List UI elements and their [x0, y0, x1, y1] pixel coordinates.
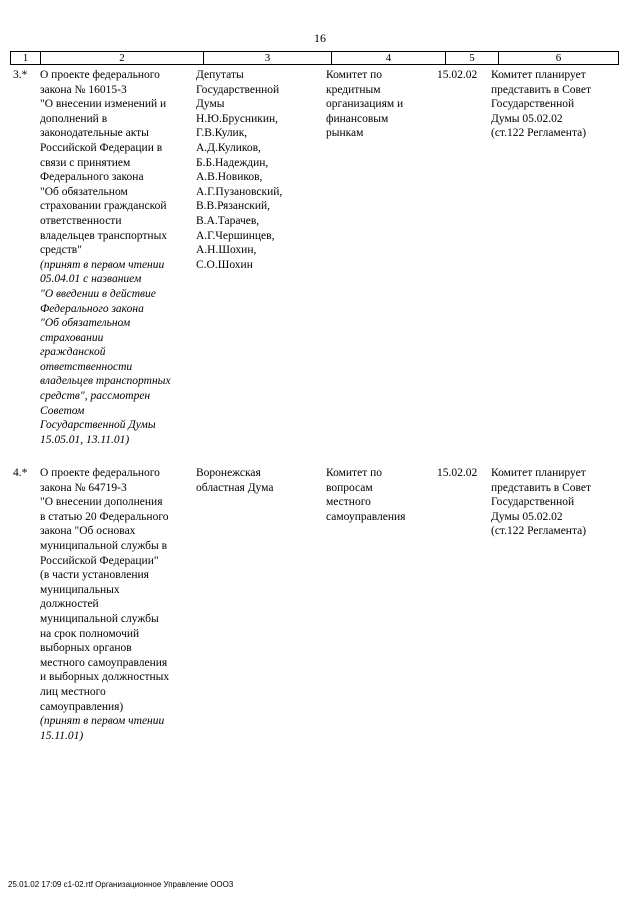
cell-line: Комитет по [326, 69, 382, 81]
cell-line: самоуправления [326, 510, 406, 523]
bill-description [40, 68, 190, 447]
header-col-2: 2 [40, 52, 203, 64]
cell-line: Государственной [491, 496, 575, 509]
committee-note [491, 68, 623, 141]
cell-line: (принят в первом чтении [40, 258, 165, 271]
cell-line: средств", рассмотрен [40, 390, 151, 403]
cell-line: связи с принятием [40, 156, 131, 169]
cell-line: Государственной [491, 98, 575, 111]
date: 15.02.02 [437, 69, 478, 81]
cell-line: муниципальной службы в [40, 539, 168, 552]
cell-line: закона № 16015-3 [40, 83, 127, 96]
header-col-5: 5 [445, 52, 498, 64]
row-number: 4.* [13, 467, 28, 479]
cell-line: "О внесении изменений и [40, 98, 167, 111]
cell-line: В.В.Рязанский, [196, 200, 271, 213]
cell-line: Комитет планирует [491, 467, 586, 479]
cell-line: дополнений в [40, 112, 108, 125]
cell-line: "О введении в действие [40, 287, 156, 300]
cell-line: О проекте федерального [40, 467, 160, 479]
cell-line: Комитет планирует [491, 69, 586, 81]
cell-line: вопросам [326, 481, 373, 494]
cell-line: должностей [40, 598, 99, 611]
footer-info: 25.01.02 17:09 c1-02.rtf Организационное Управление ООО3 [8, 880, 234, 889]
cell-line: в статью 20 Федерального [40, 510, 169, 523]
cell-line: закона "Об основах [40, 525, 136, 538]
cell-line: (ст.122 Регламента) [491, 525, 587, 538]
cell-line: кредитным [326, 83, 381, 96]
cell-line: Комитет по [326, 467, 382, 479]
cell-line: Федерального закона [40, 171, 144, 184]
cell-line: В.А.Тарачев, [196, 214, 260, 227]
header-col-4: 4 [331, 52, 445, 64]
cell-line: (ст.122 Регламента) [491, 127, 587, 140]
cell-line: представить в Совет [491, 83, 592, 96]
cell-line: закона № 64719-3 [40, 481, 127, 494]
page-number: 16 [314, 31, 326, 45]
initiators [196, 466, 321, 495]
cell-line: ответственности [40, 360, 133, 373]
cell-line: Депутаты [196, 69, 244, 81]
header-col-6: 6 [498, 52, 618, 64]
header-col-3: 3 [203, 52, 331, 64]
cell-line: Государственной [196, 83, 280, 96]
cell-line: А.Н.Шохин, [196, 244, 257, 257]
cell-line: 15.05.01, 13.11.01) [40, 433, 130, 446]
cell-line: лиц местного [40, 685, 106, 698]
cell-line: "О внесении дополнения [40, 496, 163, 509]
cell-line: Государственной Думы [40, 419, 156, 432]
cell-line: 05.04.01 с названием [40, 273, 142, 286]
cell-line: Советом [40, 404, 85, 417]
cell-line: страховании [40, 331, 104, 344]
cell-line: (принят в первом чтении [40, 715, 165, 728]
cell-line: местного самоуправления [40, 656, 168, 669]
cell-line: местного [326, 496, 371, 509]
cell-line: страховании гражданской [40, 200, 167, 213]
committee-note [491, 466, 623, 539]
committee [326, 466, 434, 524]
cell-line: А.Г.Пузановский, [196, 185, 283, 198]
cell-line: Думы [196, 98, 225, 111]
cell-line: законодательные акты [40, 127, 149, 140]
row-number: 3.* [13, 69, 28, 81]
cell-line: владельцев транспортных [40, 229, 168, 242]
cell-line: 15.11.01) [40, 729, 84, 742]
table-header [10, 51, 619, 65]
cell-line: Думы 05.02.02 [491, 510, 563, 523]
cell-line: представить в Совет [491, 481, 592, 494]
cell-line: Г.В.Кулик, [196, 127, 248, 140]
cell-line: выборных органов [40, 642, 132, 655]
cell-line: владельцев транспортных [40, 375, 171, 388]
cell-line: А.Г.Чершинцев, [196, 229, 275, 242]
cell-line: Б.Б.Надеждин, [196, 156, 269, 169]
cell-line: на срок полномочий [40, 627, 140, 640]
cell-line: организациям и [326, 98, 404, 111]
cell-line: А.Д.Куликов, [196, 141, 261, 154]
cell-line: и выборных должностных [40, 671, 170, 684]
cell-line: средств" [40, 244, 82, 257]
cell-line: ответственности [40, 214, 122, 227]
committee [326, 68, 434, 141]
cell-line: рынкам [326, 127, 364, 140]
cell-line: самоуправления) [40, 700, 124, 713]
cell-line: Н.Ю.Брусникин, [196, 112, 279, 125]
cell-line: Российской Федерации" [40, 554, 159, 567]
cell-line: Федерального закона [40, 302, 144, 315]
bill-description [40, 466, 190, 743]
cell-line: муниципальной службы [40, 612, 159, 625]
cell-line: финансовым [326, 112, 389, 125]
cell-line: Воронежская [196, 467, 261, 479]
cell-line: Думы 05.02.02 [491, 112, 563, 125]
cell-line: С.О.Шохин [196, 258, 253, 271]
cell-line: О проекте федерального [40, 69, 160, 81]
cell-line: Российской Федерации в [40, 141, 163, 154]
cell-line: "Об обязательном [40, 185, 128, 198]
cell-line: областная Дума [196, 481, 274, 494]
date: 15.02.02 [437, 467, 478, 479]
cell-line: "Об обязательном [40, 317, 131, 330]
cell-line: (в части установления [40, 569, 149, 582]
cell-line: гражданской [40, 346, 106, 359]
header-col-1: 1 [22, 52, 29, 64]
initiators [196, 68, 321, 272]
cell-line: А.В.Новиков, [196, 171, 263, 184]
cell-line: муниципальных [40, 583, 120, 596]
